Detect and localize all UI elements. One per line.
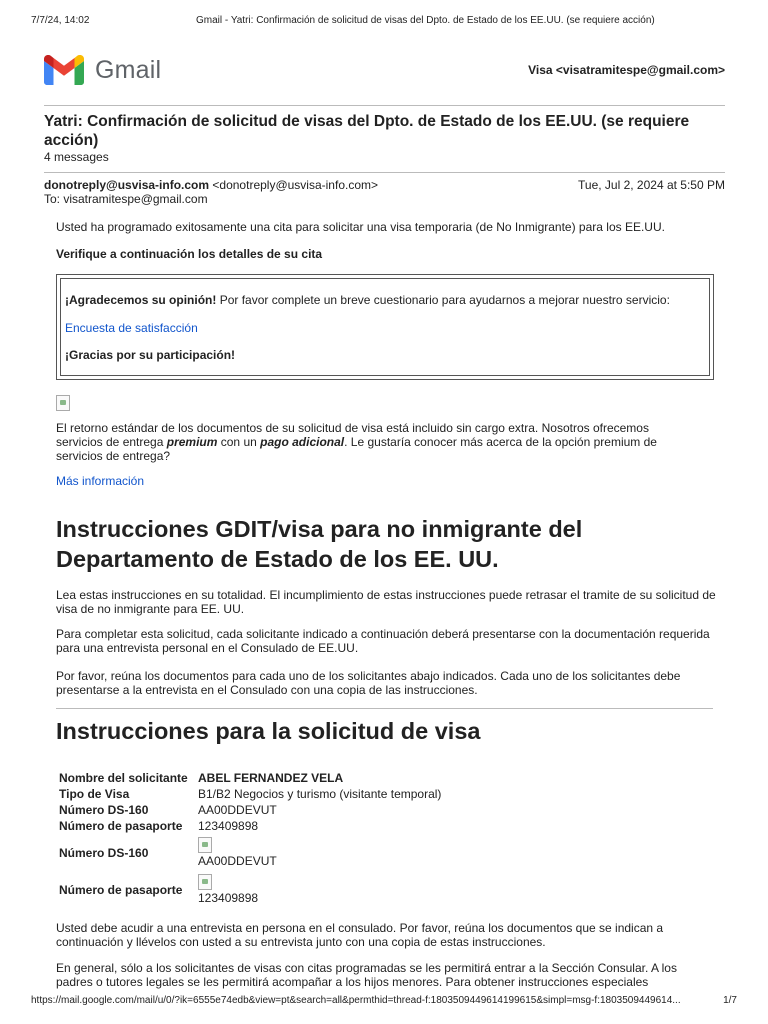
read-instructions-text: Lea estas instrucciones en su totalidad. El incumplimiento de estas instrucciones puede retrasar el tramite de su solicitud de visa de no inmigrante para EE. UU.: [56, 588, 716, 616]
more-info-link[interactable]: Más información: [56, 474, 145, 488]
survey-inner-border: [60, 278, 710, 376]
verify-heading: Verifique a continuación los detalles de su cita: [56, 247, 323, 261]
message-sender: [44, 178, 378, 192]
survey-question-bold: ¡Agradecemos su opinión!: [65, 293, 217, 307]
account-address: Visa <visatramitespe@gmail.com>: [528, 63, 725, 77]
sender-name: donotreply@usvisa-info.com: [44, 178, 210, 192]
delivery-text-1: El retorno estándar de los documentos de su solicitud de visa está incluido sin cargo extra. Nosotros ofrecemos servicios de entrega: [56, 421, 649, 449]
row-label: Tipo de Visa: [59, 787, 130, 801]
table-row: [56, 802, 444, 818]
gmail-logo: [44, 55, 161, 85]
delivery-text-3: . Le gustaría conocer más acerca de la opción premium de servicios de entrega?: [56, 435, 657, 463]
complete-application-text: Para completar esta solicitud, cada solicitante indicado a continuación deberá presentarse con la documentación requerida para una entrevista personal en el Consulado de EE.UU.: [56, 627, 710, 655]
table-row: [56, 818, 444, 834]
table-row: [56, 770, 444, 786]
survey-question: [65, 293, 670, 307]
instructions-heading: Instrucciones GDIT/visa para no inmigrante del Departamento de Estado de los EE. UU.: [56, 516, 583, 572]
print-url: https://mail.google.com/mail/u/0/?ik=6555e74edb&view=pt&search=all&permthid=thread-f:1803509449614199615&simpl=msg-f:1803509449614...: [31, 995, 681, 1006]
table-row: [56, 786, 444, 802]
broken-image-icon: [56, 395, 70, 411]
broken-image-icon: [198, 874, 212, 890]
delivery-paid: pago adicional: [260, 435, 345, 449]
row-value: AA00DDEVUT: [198, 854, 277, 868]
message-count: 4 messages: [44, 150, 109, 164]
row-value: B1/B2 Negocios y turismo (visitante temporal): [198, 787, 442, 801]
table-row: [56, 834, 444, 871]
message-recipient: To: visatramitespe@gmail.com: [44, 192, 208, 206]
message-date: Tue, Jul 2, 2024 at 5:50 PM: [578, 178, 725, 192]
general-text: En general, sólo a los solicitantes de visas con citas programadas se les permitirá entrar a la Sección Consular. A los padres o tutores legales se les permitirá acompañar a los hijos menores. Para obtener instrucciones especiales: [56, 961, 677, 989]
row-label: Número de pasaporte: [59, 882, 183, 897]
gmail-m-icon: [44, 55, 84, 85]
row-label: Número DS-160: [59, 845, 149, 860]
interview-text: Usted debe acudir a una entrevista en persona en el consulado. Por favor, reúna los documentos que se indican a continuación y llévelos con usted a su entrevista junto con una copia de estas instrucciones.: [56, 921, 664, 949]
divider: [44, 105, 725, 106]
gmail-wordmark: Gmail: [95, 55, 162, 84]
intro-text: Usted ha programado exitosamente una cita para solicitar una visa temporaria (de No Inmigrante) para los EE.UU.: [56, 220, 665, 234]
applicant-table: [56, 770, 444, 908]
divider: [56, 708, 713, 709]
print-datetime: 7/7/24, 14:02: [31, 15, 90, 26]
survey-box: [56, 274, 714, 380]
delivery-text-2: con un: [217, 435, 261, 449]
row-label: Número DS-160: [59, 803, 149, 817]
thread-subject: Yatri: Confirmación de solicitud de visas del Dpto. de Estado de los EE.UU. (se requiere acción): [44, 113, 690, 149]
visa-instructions-heading: Instrucciones para la solicitud de visa: [56, 718, 481, 744]
page-number: 1/7: [723, 995, 737, 1006]
row-value: 123409898: [198, 891, 259, 905]
divider: [44, 172, 725, 173]
row-value-cell: [195, 871, 444, 908]
broken-image-icon: [198, 837, 212, 853]
survey-question-text: Por favor complete un breve cuestionario para ayudarnos a mejorar nuestro servicio:: [216, 293, 670, 307]
table-row: [56, 871, 444, 908]
row-value: 123409898: [198, 819, 259, 833]
row-label: Nombre del solicitante: [59, 771, 188, 785]
gather-documents-text: Por favor, reúna los documentos para cada uno de los solicitantes abajo indicados. Cada uno de los solicitantes debe presentarse a la entrevista en el Consulado con una copia de las instrucciones.: [56, 669, 681, 697]
row-value-cell: [195, 834, 444, 871]
survey-link[interactable]: Encuesta de satisfacción: [65, 321, 198, 335]
print-title: Gmail - Yatri: Confirmación de solicitud de visas del Dpto. de Estado de los EE.UU. (se requiere acción): [196, 15, 655, 26]
row-value: ABEL FERNANDEZ VELA: [198, 771, 344, 785]
delivery-text: [56, 421, 696, 463]
row-value: AA00DDEVUT: [198, 803, 277, 817]
row-label: Número de pasaporte: [59, 819, 183, 833]
survey-thanks: ¡Gracias por su participación!: [65, 348, 236, 362]
sender-email: <donotreply@usvisa-info.com>: [212, 178, 379, 192]
delivery-premium: premium: [166, 435, 218, 449]
